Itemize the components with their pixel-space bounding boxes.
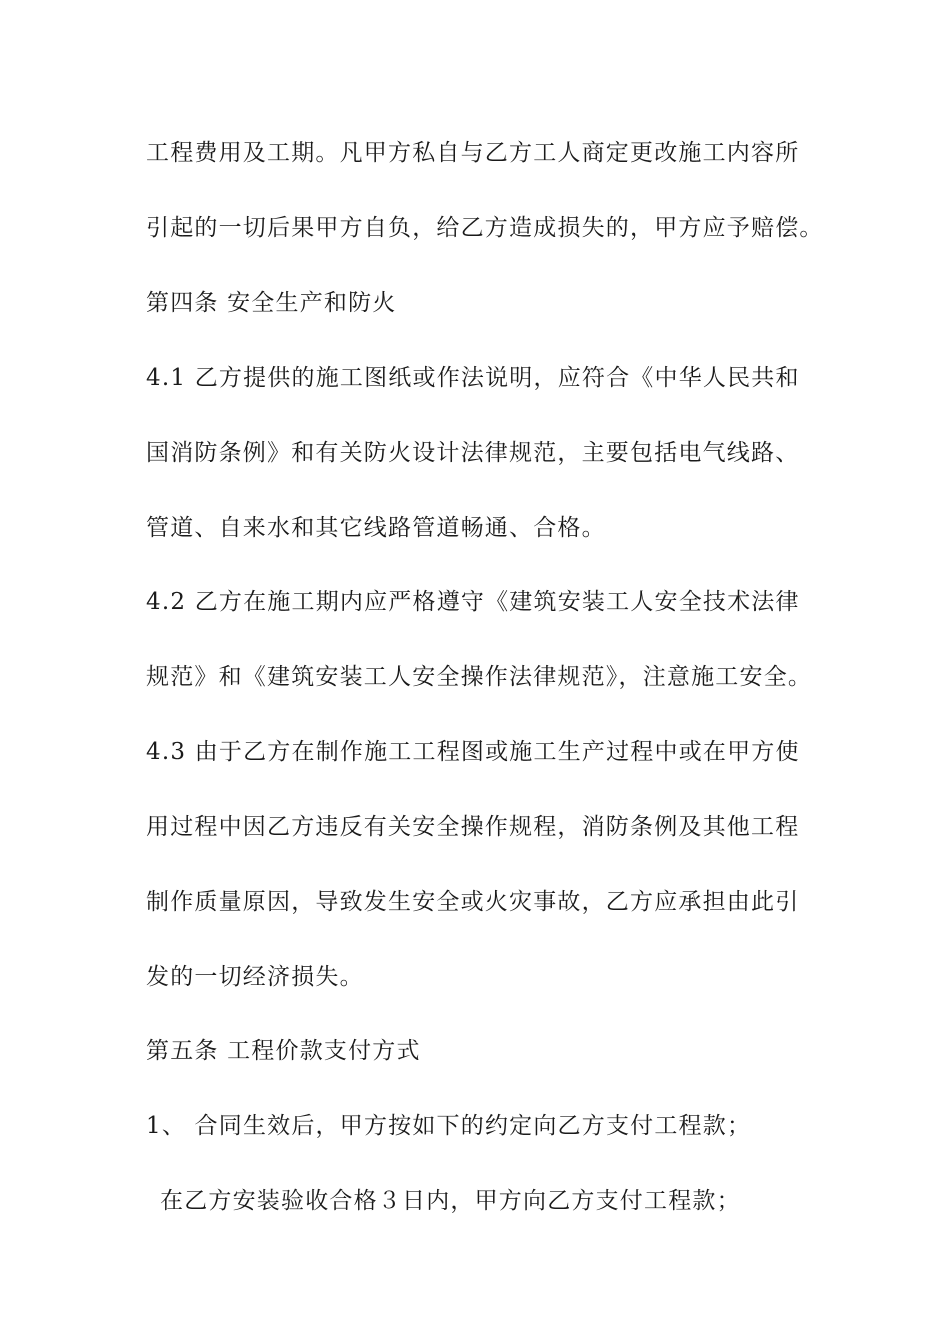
list-item: 1、 合同生效后，甲方按如下的约定向乙方支付工程款；: [146, 1113, 752, 1139]
paragraph-line: 发的一切经济损失。: [146, 964, 364, 990]
paragraph-line: 4.2 乙方在施工期内应严格遵守《建筑安装工人安全技术法律: [146, 589, 800, 615]
section-heading: 第五条 工程价款支付方式: [146, 1038, 421, 1064]
section-heading: 第四条 安全生产和防火: [146, 290, 397, 316]
paragraph-line: 用过程中因乙方违反有关安全操作规程，消防条例及其他工程: [146, 814, 800, 840]
paragraph-line: 规范》和《建筑安装工人安全操作法律规范》，注意施工安全。: [146, 664, 813, 690]
paragraph-line: 工程费用及工期。凡甲方私自与乙方工人商定更改施工内容所: [146, 140, 800, 166]
paragraph-line: 引起的一切后果甲方自负，给乙方造成损失的，甲方应予赔偿。: [146, 215, 824, 241]
paragraph-line: 4.1 乙方提供的施工图纸或作法说明，应符合《中华人民共和: [146, 365, 800, 391]
paragraph-line: 在乙方安装验收合格３日内，甲方向乙方支付工程款；: [160, 1188, 741, 1214]
paragraph-line: 制作质量原因，导致发生安全或火灾事故，乙方应承担由此引: [146, 889, 800, 915]
paragraph-line: 管道、自来水和其它线路管道畅通、合格。: [146, 515, 606, 541]
paragraph-line: 4.3 由于乙方在制作施工工程图或施工生产过程中或在甲方使: [146, 739, 800, 765]
paragraph-line: 国消防条例》和有关防火设计法律规范，主要包括电气线路、: [146, 440, 800, 466]
